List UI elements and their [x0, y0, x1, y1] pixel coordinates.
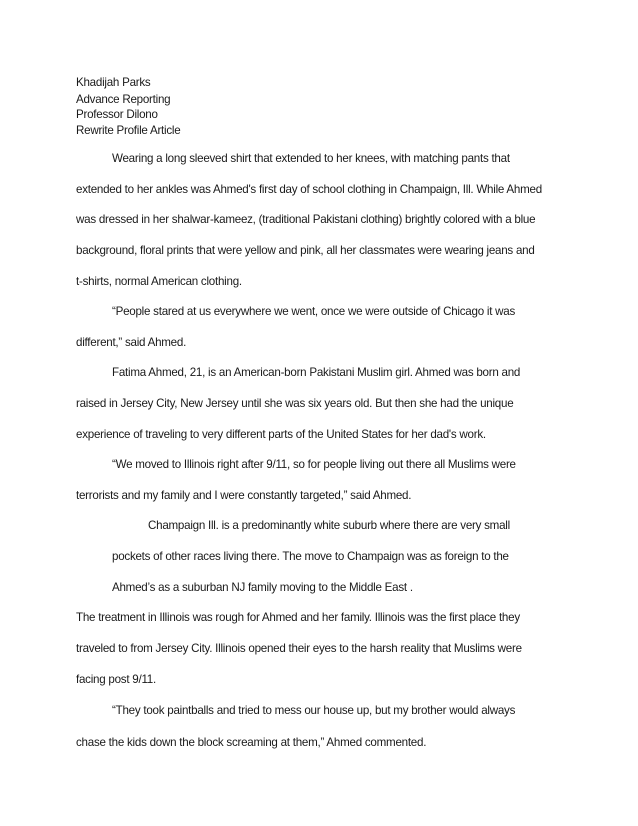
text-line: “They took paintballs and tried to mess our house up, but my brother would always	[112, 704, 516, 717]
author-name: Khadijah Parks	[76, 76, 151, 89]
text-line: traveled to from Jersey City. Illinois opened their eyes to the harsh reality that Muslims were	[76, 642, 522, 655]
text-line: “People stared at us everywhere we went, once we were outside of Chicago it was	[112, 305, 515, 318]
text-line: Wearing a long sleeved shirt that extended to her knees, with matching pants that	[112, 152, 510, 165]
text-line: “We moved to Illinois right after 9/11, so for people living out there all Muslims were	[112, 458, 516, 471]
text-line: Champaign Ill. is a predominantly white suburb where there are very small	[148, 519, 510, 532]
text-line: pockets of other races living there. The move to Champaign was as foreign to the	[112, 550, 509, 563]
text-line: t-shirts, normal American clothing.	[76, 275, 242, 288]
text-line: chase the kids down the block screaming at them,” Ahmed commented.	[76, 736, 427, 749]
text-line: experience of traveling to very different parts of the United States for her dad's work.	[76, 428, 486, 441]
professor-name: Professor Dilono	[76, 108, 158, 121]
text-line: Fatima Ahmed, 21, is an American-born Pakistani Muslim girl. Ahmed was born and	[112, 366, 521, 379]
text-line: raised in Jersey City, New Jersey until she was six years old. But then she had the unique	[76, 397, 514, 410]
text-line: The treatment in Illinois was rough for Ahmed and her family. Illinois was the first place they	[76, 611, 520, 624]
text-line: terrorists and my family and I were constantly targeted,” said Ahmed.	[76, 489, 412, 502]
assignment-title: Rewrite Profile Article	[76, 124, 181, 137]
text-line: Ahmed’s as a suburban NJ family moving to the Middle East .	[112, 581, 413, 594]
text-line: background, floral prints that were yellow and pink, all her classmates were wearing jeans and	[76, 244, 535, 257]
text-line: was dressed in her shalwar-kameez, (traditional Pakistani clothing) brightly colored with a blue	[76, 213, 536, 226]
text-line: extended to her ankles was Ahmed's first day of school clothing in Champaign, Ill. While Ahmed	[76, 183, 542, 196]
text-line: different,” said Ahmed.	[76, 336, 187, 349]
course-name: Advance Reporting	[76, 93, 171, 106]
text-line: facing post 9/11.	[76, 673, 156, 686]
